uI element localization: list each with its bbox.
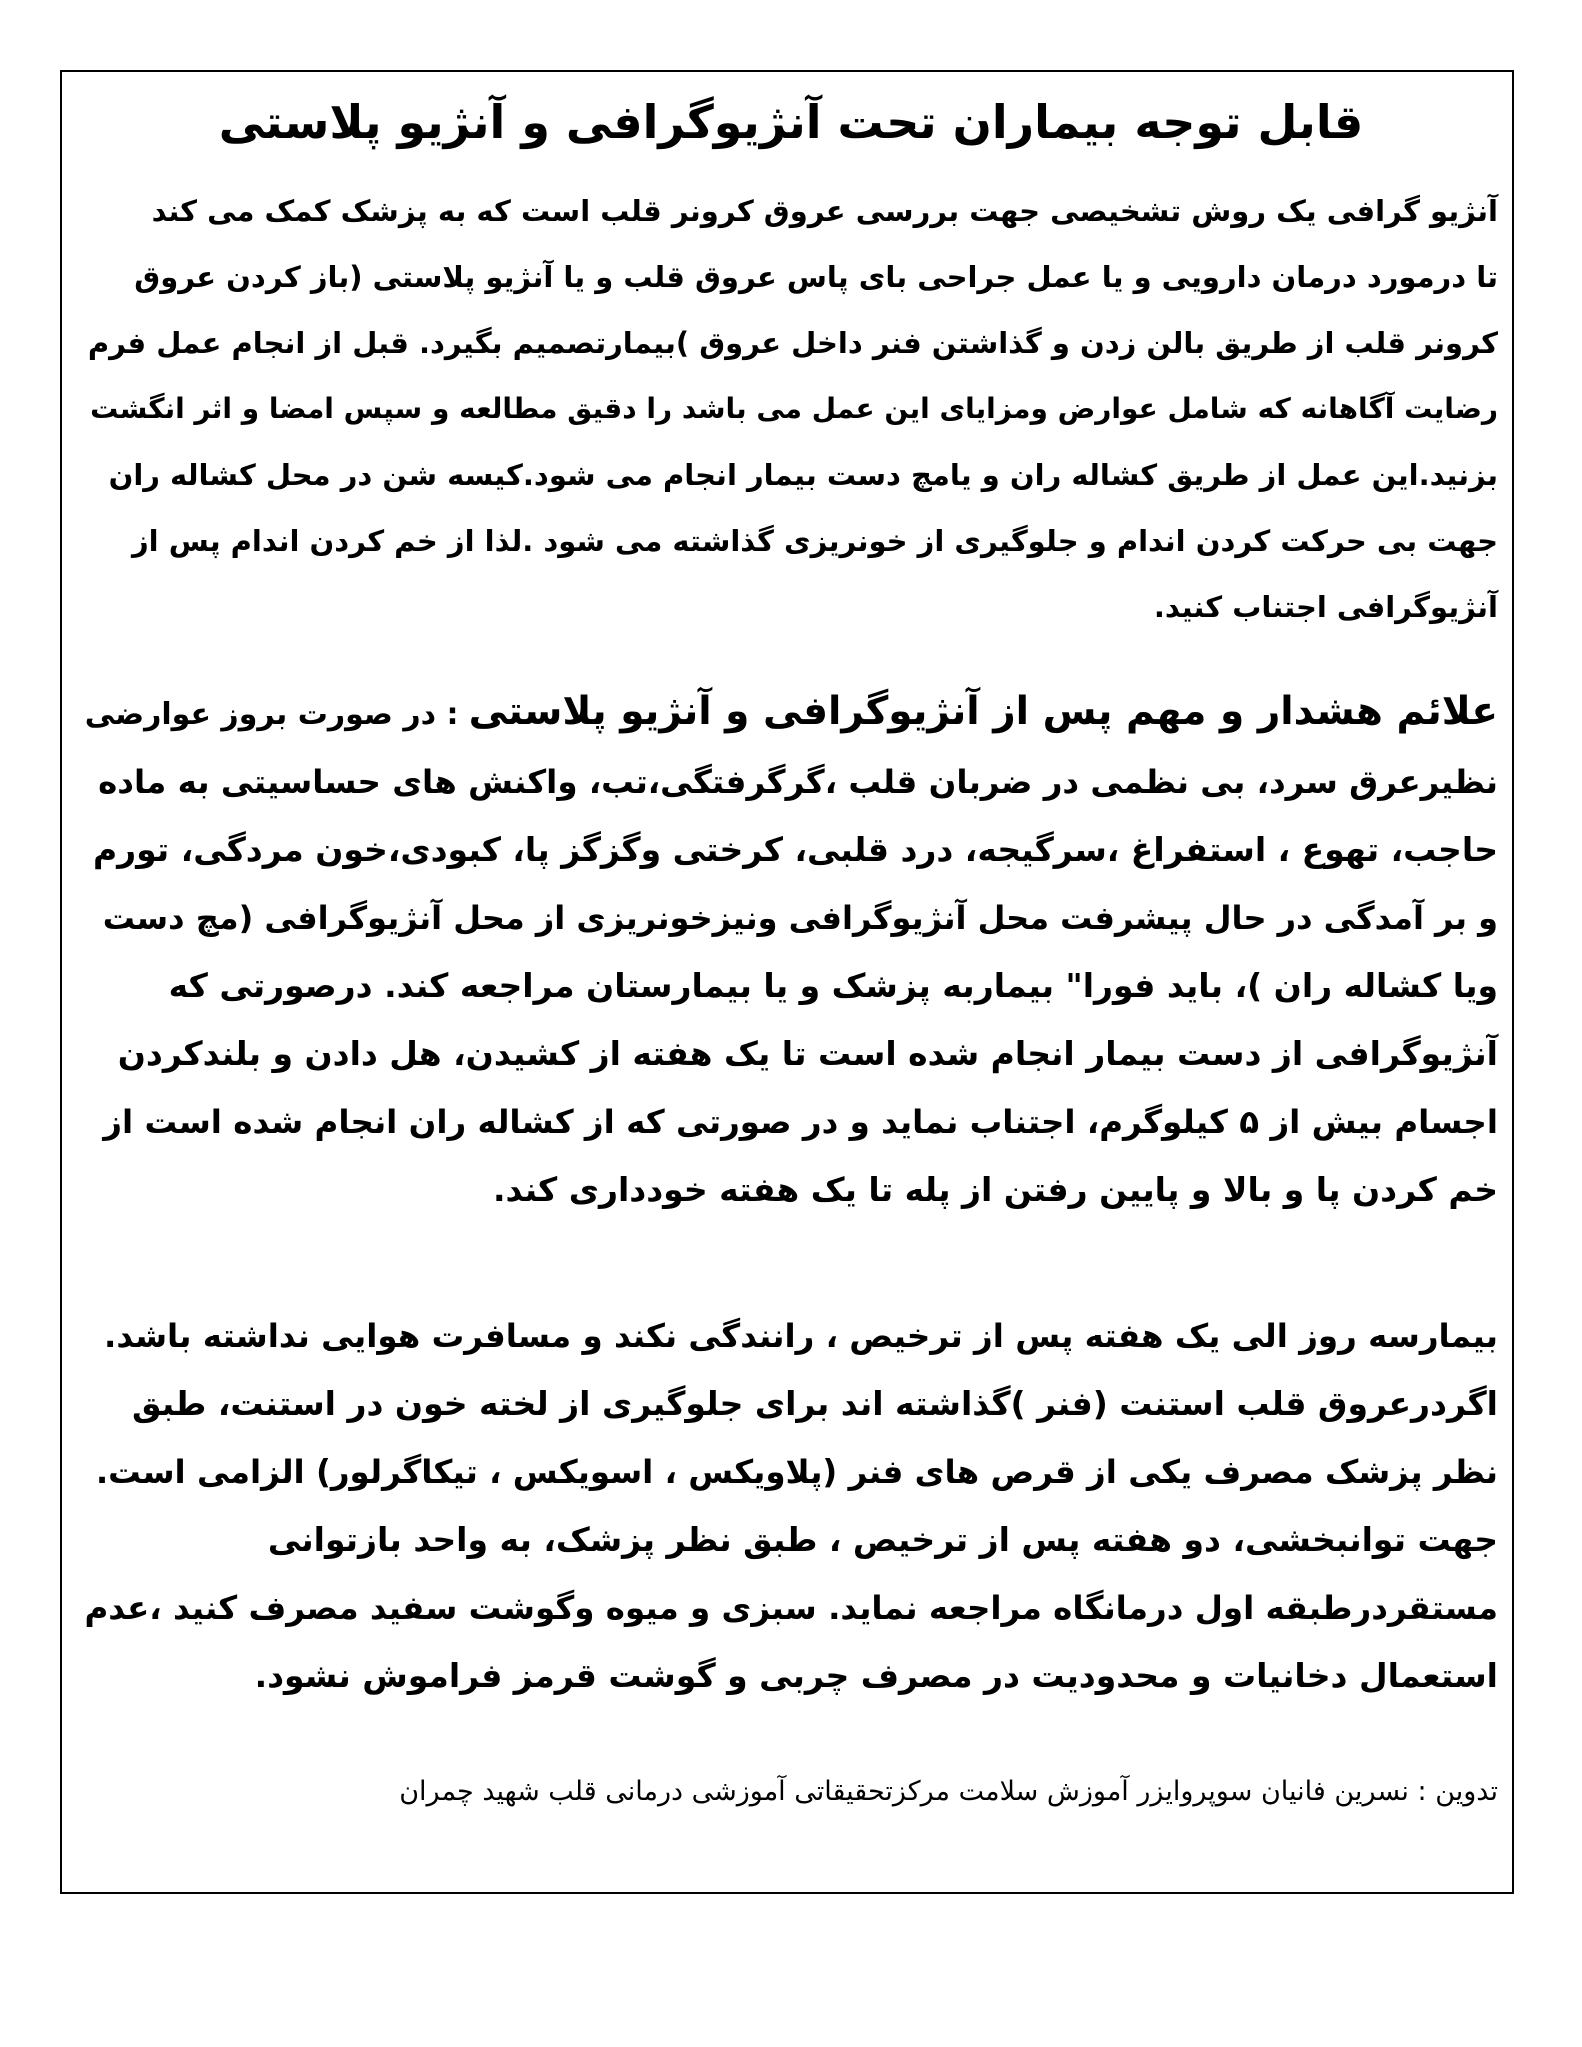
warning-paragraph [84,748,1498,1224]
aftercare-line: مستقردرطبقه اول درمانگاه مراجعه نماید. سبزی و میوه وگوشت سفید مصرف کنید ،عدم [84,1589,1498,1627]
warning-heading-suffix: : در صورت بروز عوارضی [84,697,459,732]
warning-line: نظیرعرق سرد، بی نظمی در ضربان قلب ،گرگرفتگی،تب، واکنش های حساسیتی به ماده [98,763,1498,801]
aftercare-line: جهت توانبخشی، دو هفته پس از ترخیص ، طبق نظر پزشک، به واحد بازتوانی [267,1520,1498,1559]
intro-line: تا درمورد درمان دارویی و یا عمل جراحی بای پاس عروق قلب و یا آنژیو پلاستی (باز کردن عروق [134,260,1498,294]
warning-line: اجسام بیش از ۵ کیلوگرم، اجتناب نماید و در صورتی که از کشاله ران انجام شده است از [103,1103,1498,1141]
intro-line: جهت بی حرکت کردن اندام و جلوگیری از خونریزی گذاشته می شود .لذا از خم کردن اندام پس از [131,524,1498,558]
intro-line: آنژیو گرافی یک روش تشخیصی جهت بررسی عروق کرونر قلب است که به پزشک کمک می کند [151,194,1498,228]
aftercare-line: نظر پزشک مصرف یکی از قرص های فنر (پلاویکس ، اسویکس ، تیکاگرلور) الزامی است. [95,1453,1498,1491]
intro-line: کرونر قلب از طریق بالن زدن و گذاشتن فنر داخل عروق )بیمارتصمیم بگیرد. قبل از انجام عمل فرم [87,326,1498,360]
warning-line: آنژیوگرافی از دست بیمار انجام شده است تا یک هفته از کشیدن، هل دادن و بلندکردن [117,1034,1498,1073]
author-credit: تدوین : نسرین فانیان سوپروایزر آموزش سلامت مرکزتحقیقاتی آموزشی درمانی قلب شهید چمران [399,1776,1498,1807]
warning-heading-line [84,680,1498,747]
warning-line: خم کردن پا و بالا و پایین رفتن از پله تا یک هفته خودداری کند. [492,1170,1498,1209]
warning-line: و بر آمدگی در حال پیشرفت محل آنژیوگرافی ونیزخونریزی از محل آنژیوگرافی (مچ دست [102,899,1498,937]
warning-heading: علائم هشدار و مهم پس از آنژیوگرافی و آنژیو پلاستی [468,689,1498,734]
aftercare-line: اگردرعروق قلب استنت (فنر )گذاشته اند برای جلوگیری از لخته خون در استنت، طبق [132,1384,1498,1423]
intro-line: بزنید.این عمل از طریق کشاله ران و یامچ دست بیمار انجام می شود.کیسه شن در محل کشاله ران [108,458,1498,492]
intro-line: رضایت آگاهانه که شامل عوارض ومزایای این عمل می باشد را دقیق مطالعه و سپس امضا و اثر انگشت [90,392,1498,425]
warning-line: ویا کشاله ران )، باید فورا" بیماربه پزشک و یا بیمارستان مراجعه کند. درصورتی که [168,966,1498,1005]
warning-line: حاجب، تهوع ، استفراغ ،سرگیجه، درد قلبی، کرختی وگزگز پا، کبودی،خون مردگی، تورم [92,830,1498,869]
intro-line: آنژیوگرافی اجتناب کنید. [1153,590,1498,624]
page-title: قابل توجه بیماران تحت آنژیوگرافی و آنژیو پلاستی [218,95,1364,149]
aftercare-line: استعمال دخانیات و محدودیت در مصرف چربی و گوشت قرمز فراموش نشود. [254,1656,1498,1695]
aftercare-line: بیمارسه روز الی یک هفته پس از ترخیص ، رانندگی نکند و مسافرت هوایی نداشته باشد. [103,1317,1498,1355]
intro-paragraph [84,178,1498,640]
aftercare-paragraph [84,1302,1498,1710]
